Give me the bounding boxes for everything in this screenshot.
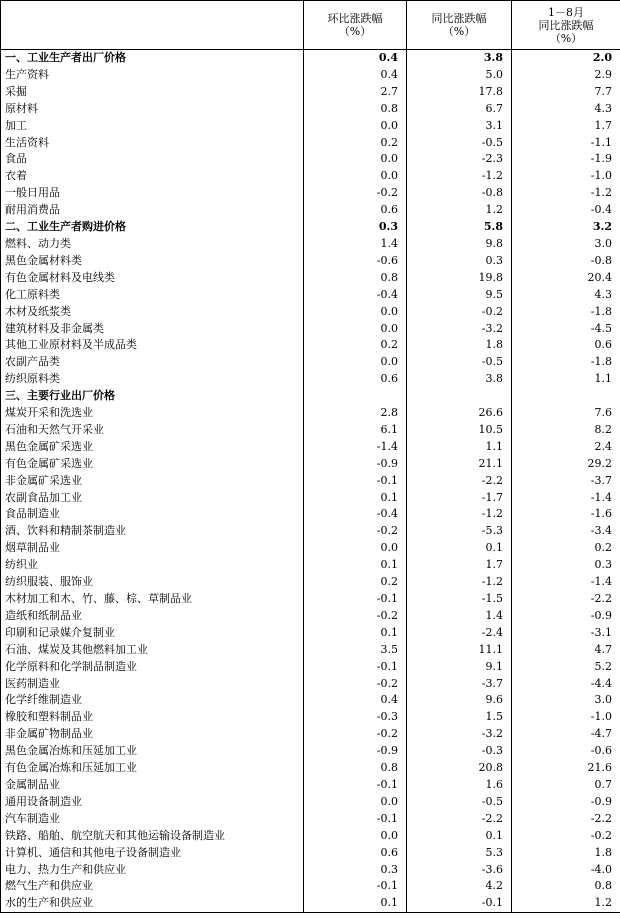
row-label: 建筑材料及非金属类 [1, 321, 304, 338]
row-ytd-value: 8.2 [512, 422, 620, 439]
row-yoy-value: -3.7 [407, 676, 512, 693]
row-ytd-value: 1.1 [512, 371, 620, 388]
row-mom-value: 0.2 [304, 337, 407, 354]
row-mom-value: 0.0 [304, 151, 407, 168]
row-yoy-value: 20.8 [407, 760, 512, 777]
row-ytd-value: 4.3 [512, 101, 620, 118]
table-row [1, 895, 620, 912]
row-ytd-value: -4.0 [512, 862, 620, 879]
table-row [1, 354, 620, 371]
row-label: 水的生产和供应业 [1, 895, 304, 912]
row-label: 化学纤维制造业 [1, 692, 304, 709]
row-mom-value: -0.4 [304, 506, 407, 523]
row-yoy-value: 17.8 [407, 84, 512, 101]
row-mom-value: 0.0 [304, 304, 407, 321]
row-mom-value: 0.8 [304, 101, 407, 118]
row-yoy-value [407, 388, 512, 405]
row-label: 原材料 [1, 101, 304, 118]
row-mom-value: -0.1 [304, 878, 407, 895]
row-label: 有色金属冶炼和压延加工业 [1, 760, 304, 777]
header-mom-line-1: 环比涨跌幅 [327, 12, 383, 25]
row-ytd-value: 3.0 [512, 692, 620, 709]
row-ytd-value: 5.2 [512, 659, 620, 676]
row-yoy-value: 3.8 [407, 50, 512, 67]
table-row [1, 422, 620, 439]
row-ytd-value: -4.7 [512, 726, 620, 743]
row-label: 非金属矿物制品业 [1, 726, 304, 743]
row-ytd-value: -3.1 [512, 625, 620, 642]
row-label: 衣着 [1, 168, 304, 185]
row-yoy-value: 5.0 [407, 67, 512, 84]
row-mom-value: -0.4 [304, 287, 407, 304]
row-yoy-value: 10.5 [407, 422, 512, 439]
row-label: 计算机、通信和其他电子设备制造业 [1, 845, 304, 862]
row-label: 燃气生产和供应业 [1, 878, 304, 895]
table-row [1, 236, 620, 253]
row-label: 纺织服装、服饰业 [1, 574, 304, 591]
row-ytd-value: -3.7 [512, 473, 620, 490]
row-mom-value: 2.7 [304, 84, 407, 101]
row-yoy-value: 0.3 [407, 253, 512, 270]
row-mom-value: 0.1 [304, 625, 407, 642]
row-mom-value: -0.2 [304, 185, 407, 202]
table-row [1, 253, 620, 270]
table-row [1, 591, 620, 608]
row-label: 烟草制品业 [1, 540, 304, 557]
table-row [1, 777, 620, 794]
header-ytd-line-3: （%） [549, 31, 583, 45]
row-label: 化工原料类 [1, 287, 304, 304]
table-row [1, 608, 620, 625]
row-mom-value: 0.1 [304, 895, 407, 912]
row-yoy-value: 1.6 [407, 777, 512, 794]
row-ytd-value: 3.0 [512, 236, 620, 253]
row-yoy-value: 6.7 [407, 101, 512, 118]
row-mom-value: 0.8 [304, 760, 407, 777]
row-mom-value: 2.8 [304, 405, 407, 422]
row-mom-value: 0.4 [304, 692, 407, 709]
row-yoy-value: 9.8 [407, 236, 512, 253]
row-yoy-value: 11.1 [407, 642, 512, 659]
table-row [1, 439, 620, 456]
row-yoy-value: -2.3 [407, 151, 512, 168]
row-yoy-value: 0.1 [407, 828, 512, 845]
row-label: 其他工业原材料及半成品类 [1, 337, 304, 354]
row-ytd-value: 2.9 [512, 67, 620, 84]
table-row [1, 811, 620, 828]
row-ytd-value: 0.8 [512, 878, 620, 895]
row-ytd-value: -1.8 [512, 304, 620, 321]
row-label: 汽车制造业 [1, 811, 304, 828]
row-mom-value: 0.4 [304, 50, 407, 67]
row-label: 有色金属矿采选业 [1, 456, 304, 473]
row-mom-value: -0.2 [304, 608, 407, 625]
table-row [1, 287, 620, 304]
row-yoy-value: -1.2 [407, 574, 512, 591]
table-row [1, 574, 620, 591]
row-ytd-value: -0.9 [512, 794, 620, 811]
table-row [1, 878, 620, 895]
row-mom-value: -0.2 [304, 726, 407, 743]
row-yoy-value: 1.7 [407, 557, 512, 574]
row-label: 一般日用品 [1, 185, 304, 202]
row-yoy-value: -3.2 [407, 321, 512, 338]
row-mom-value: -0.1 [304, 811, 407, 828]
row-ytd-value: -0.2 [512, 828, 620, 845]
table-row [1, 151, 620, 168]
row-mom-value: 0.1 [304, 490, 407, 507]
row-ytd-value: -2.2 [512, 811, 620, 828]
row-mom-value: 0.2 [304, 574, 407, 591]
row-yoy-value: 26.6 [407, 405, 512, 422]
row-yoy-value: -3.2 [407, 726, 512, 743]
row-ytd-value: 7.7 [512, 84, 620, 101]
row-ytd-value: -0.8 [512, 253, 620, 270]
row-yoy-value: -1.2 [407, 168, 512, 185]
table-row [1, 118, 620, 135]
row-yoy-value: -0.5 [407, 135, 512, 152]
row-ytd-value: -1.1 [512, 135, 620, 152]
row-label: 金属制品业 [1, 777, 304, 794]
row-ytd-value: 20.4 [512, 270, 620, 287]
row-ytd-value: 3.2 [512, 219, 620, 236]
row-label: 一、工业生产者出厂价格 [1, 50, 304, 67]
table-row [1, 185, 620, 202]
row-label: 食品 [1, 151, 304, 168]
row-label: 燃料、动力类 [1, 236, 304, 253]
row-mom-value [304, 388, 407, 405]
row-yoy-value: 1.2 [407, 202, 512, 219]
header-mom-column [304, 1, 407, 50]
row-ytd-value: 2.0 [512, 50, 620, 67]
row-mom-value: -0.1 [304, 591, 407, 608]
row-yoy-value: -3.6 [407, 862, 512, 879]
row-yoy-value: -0.1 [407, 895, 512, 912]
row-yoy-value: -0.5 [407, 354, 512, 371]
row-label: 有色金属材料及电线类 [1, 270, 304, 287]
row-yoy-value: -0.5 [407, 794, 512, 811]
row-ytd-value: 0.6 [512, 337, 620, 354]
row-ytd-value: -1.9 [512, 151, 620, 168]
row-mom-value: 0.8 [304, 270, 407, 287]
row-yoy-value: 1.4 [407, 608, 512, 625]
row-label: 黑色金属材料类 [1, 253, 304, 270]
row-label: 石油和天然气开采业 [1, 422, 304, 439]
row-mom-value: 0.3 [304, 862, 407, 879]
row-mom-value: 1.4 [304, 236, 407, 253]
row-label: 橡胶和塑料制品业 [1, 709, 304, 726]
table-row [1, 726, 620, 743]
table-row [1, 676, 620, 693]
row-mom-value: -0.2 [304, 676, 407, 693]
row-ytd-value: -1.4 [512, 490, 620, 507]
row-ytd-value: 21.6 [512, 760, 620, 777]
row-ytd-value: -2.2 [512, 591, 620, 608]
row-mom-value: 0.6 [304, 371, 407, 388]
row-label: 造纸和纸制品业 [1, 608, 304, 625]
row-mom-value: 0.0 [304, 354, 407, 371]
row-ytd-value: -1.4 [512, 574, 620, 591]
row-ytd-value: 1.2 [512, 895, 620, 912]
row-yoy-value: -1.5 [407, 591, 512, 608]
row-yoy-value: -2.2 [407, 473, 512, 490]
table-row [1, 135, 620, 152]
table-row [1, 743, 620, 760]
row-label: 纺织业 [1, 557, 304, 574]
row-ytd-value: -1.0 [512, 709, 620, 726]
row-yoy-value: 19.8 [407, 270, 512, 287]
row-ytd-value: 1.8 [512, 845, 620, 862]
row-label: 酒、饮料和精制茶制造业 [1, 523, 304, 540]
table-row [1, 845, 620, 862]
row-label: 木材及纸浆类 [1, 304, 304, 321]
row-label: 印刷和记录媒介复制业 [1, 625, 304, 642]
row-ytd-value: 29.2 [512, 456, 620, 473]
row-ytd-value: -0.9 [512, 608, 620, 625]
row-label: 农副食品加工业 [1, 490, 304, 507]
row-label: 木材加工和木、竹、藤、棕、草制品业 [1, 591, 304, 608]
row-mom-value: 0.0 [304, 118, 407, 135]
row-yoy-value: 5.8 [407, 219, 512, 236]
header-ytd-line-2: 同比涨跌幅 [538, 18, 594, 32]
row-yoy-value: -2.4 [407, 625, 512, 642]
row-mom-value: 0.0 [304, 168, 407, 185]
table-row [1, 828, 620, 845]
row-yoy-value: 9.6 [407, 692, 512, 709]
row-yoy-value: 3.1 [407, 118, 512, 135]
header-mom-line-2: （%） [338, 25, 372, 38]
row-yoy-value: 1.8 [407, 337, 512, 354]
row-label: 加工 [1, 118, 304, 135]
row-mom-value: -1.4 [304, 439, 407, 456]
row-label: 黑色金属矿采选业 [1, 439, 304, 456]
table-row [1, 709, 620, 726]
table-row [1, 168, 620, 185]
row-ytd-value: 7.6 [512, 405, 620, 422]
table-row [1, 692, 620, 709]
row-mom-value: -0.2 [304, 523, 407, 540]
table-row [1, 642, 620, 659]
row-mom-value: 0.6 [304, 845, 407, 862]
row-ytd-value: -1.8 [512, 354, 620, 371]
row-mom-value: -0.3 [304, 709, 407, 726]
row-mom-value: 0.3 [304, 219, 407, 236]
row-mom-value: 0.1 [304, 557, 407, 574]
row-ytd-value: 0.7 [512, 777, 620, 794]
row-yoy-value: -0.8 [407, 185, 512, 202]
row-ytd-value: -1.0 [512, 168, 620, 185]
row-ytd-value: 0.3 [512, 557, 620, 574]
row-ytd-value: -1.2 [512, 185, 620, 202]
table-row [1, 270, 620, 287]
row-label: 非金属矿采选业 [1, 473, 304, 490]
row-yoy-value: -1.7 [407, 490, 512, 507]
row-label: 三、主要行业出厂价格 [1, 388, 304, 405]
section-row [1, 388, 620, 405]
row-label: 电力、热力生产和供应业 [1, 862, 304, 879]
row-label: 通用设备制造业 [1, 794, 304, 811]
table-row [1, 490, 620, 507]
table-row [1, 506, 620, 523]
row-mom-value: 0.6 [304, 202, 407, 219]
row-mom-value: 0.2 [304, 135, 407, 152]
row-ytd-value: 4.3 [512, 287, 620, 304]
row-yoy-value: -0.2 [407, 304, 512, 321]
row-ytd-value: -4.4 [512, 676, 620, 693]
row-label: 农副产品类 [1, 354, 304, 371]
row-yoy-value: -0.3 [407, 743, 512, 760]
table-row [1, 557, 620, 574]
row-mom-value: 0.0 [304, 794, 407, 811]
section-row [1, 219, 620, 236]
table-row [1, 304, 620, 321]
table-row [1, 540, 620, 557]
row-label: 石油、煤炭及其他燃料加工业 [1, 642, 304, 659]
row-label: 生活资料 [1, 135, 304, 152]
table-row [1, 659, 620, 676]
row-ytd-value: -4.5 [512, 321, 620, 338]
table-row [1, 405, 620, 422]
row-yoy-value: 1.1 [407, 439, 512, 456]
row-yoy-value: 9.5 [407, 287, 512, 304]
row-ytd-value [512, 388, 620, 405]
section-row [1, 50, 620, 67]
row-yoy-value: -5.3 [407, 523, 512, 540]
row-yoy-value: 0.1 [407, 540, 512, 557]
row-label: 生产资料 [1, 67, 304, 84]
row-ytd-value: 4.7 [512, 642, 620, 659]
row-yoy-value: 5.3 [407, 845, 512, 862]
row-mom-value: 3.5 [304, 642, 407, 659]
row-label: 煤炭开采和洗选业 [1, 405, 304, 422]
table-row [1, 371, 620, 388]
table-row [1, 456, 620, 473]
row-yoy-value: 9.1 [407, 659, 512, 676]
table-row [1, 337, 620, 354]
header-yoy-column [407, 1, 512, 50]
header-yoy-line-2: （%） [442, 25, 476, 38]
row-yoy-value: 1.5 [407, 709, 512, 726]
row-label: 耐用消费品 [1, 202, 304, 219]
header-yoy-line-1: 同比涨跌幅 [431, 12, 487, 25]
table-row [1, 202, 620, 219]
row-yoy-value: 4.2 [407, 878, 512, 895]
row-mom-value: 0.4 [304, 67, 407, 84]
row-label: 二、工业生产者购进价格 [1, 219, 304, 236]
row-mom-value: 0.0 [304, 540, 407, 557]
row-mom-value: -0.1 [304, 777, 407, 794]
row-label: 采掘 [1, 84, 304, 101]
row-label: 医药制造业 [1, 676, 304, 693]
row-ytd-value: -1.6 [512, 506, 620, 523]
row-label: 化学原料和化学制品制造业 [1, 659, 304, 676]
header-item-column [1, 1, 304, 50]
table-row [1, 625, 620, 642]
row-mom-value: 0.0 [304, 321, 407, 338]
row-yoy-value: -2.2 [407, 811, 512, 828]
row-mom-value: -0.1 [304, 659, 407, 676]
table-row [1, 67, 620, 84]
row-label: 黑色金属冶炼和压延加工业 [1, 743, 304, 760]
row-ytd-value: -0.6 [512, 743, 620, 760]
row-ytd-value: 0.2 [512, 540, 620, 557]
table-row [1, 473, 620, 490]
table-row [1, 794, 620, 811]
row-mom-value: 0.0 [304, 828, 407, 845]
row-mom-value: -0.1 [304, 473, 407, 490]
row-mom-value: -0.9 [304, 456, 407, 473]
row-ytd-value: -0.4 [512, 202, 620, 219]
table-row [1, 101, 620, 118]
row-label: 铁路、船舶、航空航天和其他运输设备制造业 [1, 828, 304, 845]
row-mom-value: -0.9 [304, 743, 407, 760]
table-body [1, 50, 620, 913]
row-ytd-value: 2.4 [512, 439, 620, 456]
table-row [1, 523, 620, 540]
row-yoy-value: -1.2 [407, 506, 512, 523]
header-ytd-column [512, 1, 620, 50]
table-header-row [1, 1, 620, 50]
row-mom-value: 6.1 [304, 422, 407, 439]
table-row [1, 862, 620, 879]
row-mom-value: -0.6 [304, 253, 407, 270]
table-row [1, 84, 620, 101]
row-label: 食品制造业 [1, 506, 304, 523]
header-ytd-line-1: 1－8月 [548, 5, 584, 19]
row-ytd-value: 1.7 [512, 118, 620, 135]
table-row [1, 760, 620, 777]
row-yoy-value: 21.1 [407, 456, 512, 473]
table-row [1, 321, 620, 338]
row-yoy-value: 3.8 [407, 371, 512, 388]
row-ytd-value: -3.4 [512, 523, 620, 540]
row-label: 纺织原料类 [1, 371, 304, 388]
